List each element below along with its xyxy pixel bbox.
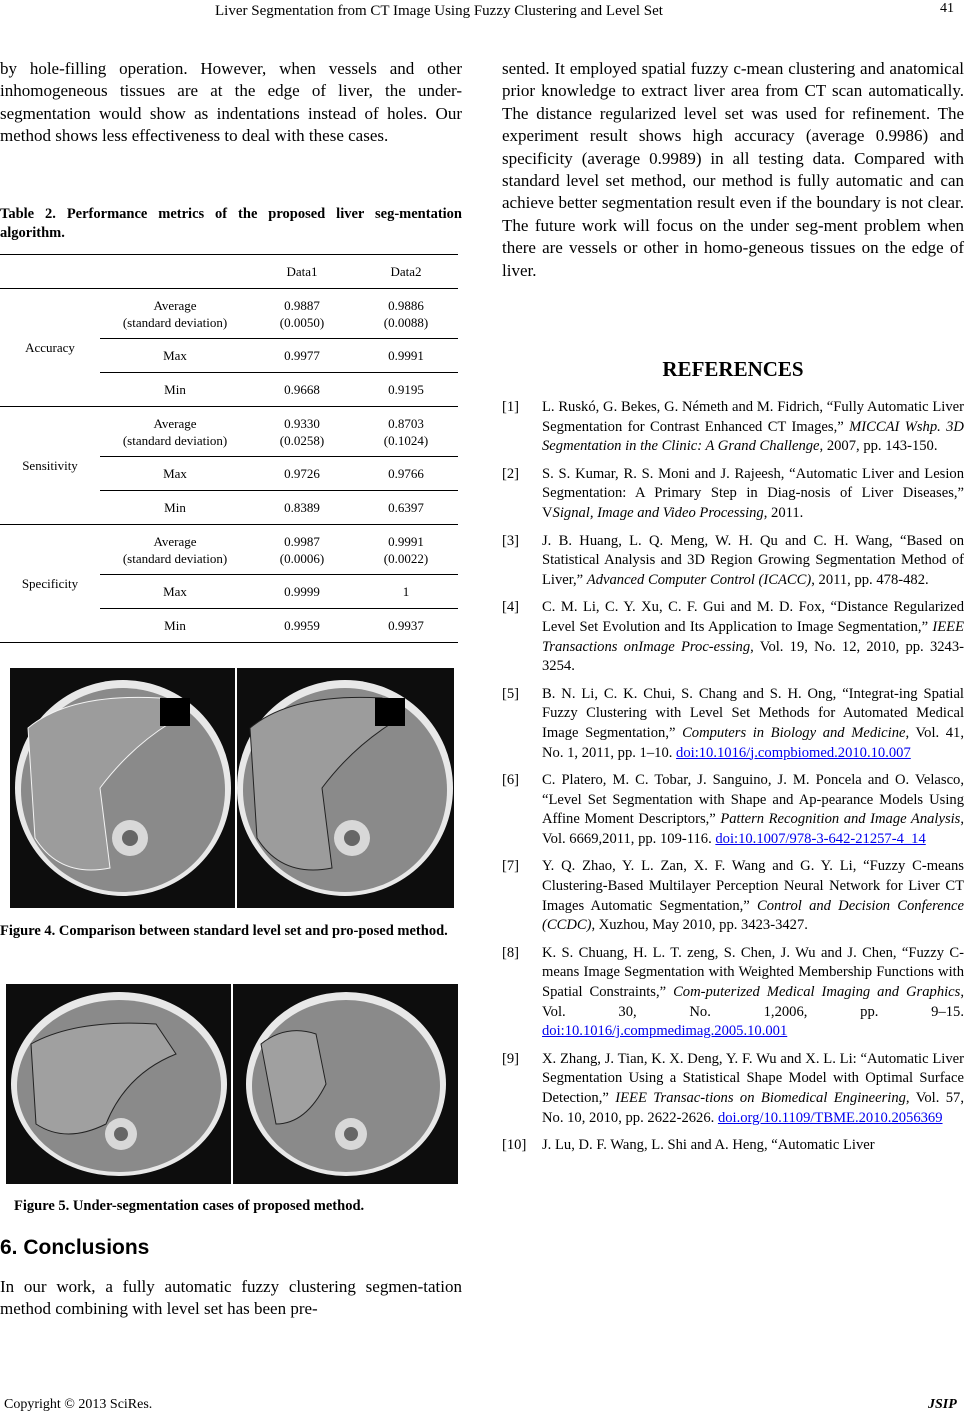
reference-number: [10] [502, 1137, 527, 1154]
reference-text: X. Zhang, J. Tian, K. X. Deng, Y. F. Wu and X. L. Li: “Automatic Liver Segmentation Using a Statistical Shape Model with Optimal Surface Detection,” [542, 1050, 964, 1106]
cell-sub: (0.0258) [279, 432, 325, 448]
cell-value: 1 [354, 575, 458, 609]
figure5-caption: Figure 5. Under-segmentation cases of proposed method. [14, 1198, 365, 1214]
reference-item [502, 598, 964, 676]
reference-venue: IEEE Transactions onImage Proc-essing [542, 618, 964, 655]
intro-paragraph: by hole-filling operation. However, when vessels and other inhomogeneous tissues are at the edge of liver, the under-segmentation would show as indentations instead of holes. Our method shows less effectiveness to deal with these cases. [0, 59, 462, 146]
reference-doi-link[interactable]: doi.org/10.1109/TBME.2010.2056369 [717, 1109, 943, 1126]
reference-item [502, 771, 964, 849]
table-caption: Table 2. Performance metrics of the proposed liver seg-mentation algorithm. [0, 206, 462, 241]
reference-venue: Control and Decision Conference (CCDC) [542, 897, 965, 934]
row-label: Min [100, 373, 250, 407]
running-header [0, 0, 968, 20]
reference-venue: IEEE Transac-tions on Biomedical Engineering, [615, 1090, 910, 1106]
row-label: Min [100, 609, 250, 643]
cell-sub: (0.0006) [279, 550, 325, 566]
row-label: Average [153, 297, 197, 313]
metrics-table-wrap [0, 254, 462, 643]
reference-text: J. Lu, D. F. Wang, L. Shi and A. Heng, “Automatic Liver [542, 1137, 875, 1154]
reference-text: C. M. Li, C. Y. Xu, C. F. Gui and M. D. Fox, “Distance Regularized Level Set Evolution and Its Application to Image Segmentation,” [542, 599, 964, 635]
reference-item [502, 1136, 964, 1156]
journal-name: JSIP [928, 1397, 957, 1412]
figure4-ct-scans [10, 668, 454, 908]
reference-item [502, 465, 964, 524]
reference-number: [5] [502, 685, 520, 702]
reference-text: L. Ruskó, G. Bekes, G. Németh and M. Fidrich, “Fully Automatic Liver Segmentation for Contrast Enhanced CT Images,” [542, 399, 964, 435]
cell-value: 0.9991 [388, 533, 424, 549]
group-label-accuracy: Accuracy [0, 289, 100, 407]
reference-text: J. B. Huang, L. Q. Meng, W. H. Qu and C. H. Wang, “Based on Statistical Analysis and 3D Region Growing Segmentation Method of Liver,” [542, 532, 964, 588]
reference-venue: Com-puterized Medical Imaging and Graphics [673, 984, 961, 1001]
col-header-data2: Data2 [354, 255, 458, 289]
reference-details: , Vol. 30, No. 1,2006, pp. 9–15. [542, 984, 964, 1020]
cell-value: 0.9959 [250, 609, 354, 643]
cell-value: 0.6397 [354, 491, 458, 525]
reference-details: , Xuzhou, May 2010, pp. 3423-3427. [591, 917, 808, 934]
reference-number: [3] [502, 532, 520, 549]
conclusions-paragraph: In our work, a fully automatic fuzzy clustering segmen-tation method combining with level set has been pre- [0, 1277, 462, 1319]
reference-number: [1] [502, 399, 520, 415]
reference-item [502, 1050, 964, 1128]
figure5-ct-scans [6, 984, 458, 1184]
reference-details: , Vol. 6669,2011, pp. 109-116. [542, 811, 965, 847]
reference-details: , 2011. [763, 504, 804, 521]
conclusions-block [0, 1276, 462, 1321]
cell-value: 0.9887 [284, 297, 320, 313]
cell-sub: (0.0050) [279, 314, 325, 330]
cell-value: 0.9726 [250, 457, 354, 491]
cell-value: 0.9766 [354, 457, 458, 491]
right-continuation-paragraph: sented. It employed spatial fuzzy c-mean clustering and anatomical prior knowledge to extract liver area from CT scan automatically. The distance regularized level set was used for refinement. The experiment result shows high accuracy (average 0.9986) and specificity (average 0.9989) in all testing data. Compared with standard level set method, our method is fully automatic and can achieve better segmentation result even if the boundary is not clear. The future work will focus on the under seg-ment problem when there are vessels or other in homo-geneous tissues on the edge of liver. [502, 59, 964, 280]
reference-details: Vol. 41, No. 1, 2011, pp. 1–10. [542, 724, 964, 761]
metrics-table [0, 254, 458, 643]
reference-venue: Computers in Biology and Medicine, [682, 724, 910, 741]
cell-sub: (0.0088) [383, 314, 429, 330]
cell-sub: (0.0022) [383, 550, 429, 566]
reference-text: C. Platero, M. C. Tobar, J. Sanguino, J. M. Poncela and O. Velasco, “Level Set Segmentation with Shape and Ap-pearance Models Using Affine Moment Descriptors,” [542, 772, 964, 828]
reference-details: , 2011, pp. 478-482. [811, 571, 929, 588]
row-sublabel: (standard deviation) [122, 314, 228, 330]
figure5-image [6, 984, 458, 1184]
ct-slice-left [11, 992, 227, 1176]
row-label: Max [100, 339, 250, 373]
row-label: Max [100, 575, 250, 609]
reference-doi-link[interactable]: doi:10.1007/978-3-642-21257-4_14 [715, 830, 926, 847]
reference-venue: Pattern Recognition and Image Analysis [720, 811, 961, 828]
table-row [0, 289, 458, 339]
row-label: Min [100, 491, 250, 525]
reference-item [502, 857, 964, 935]
reference-item [502, 398, 964, 457]
reference-item [502, 532, 964, 591]
references-heading: REFERENCES [662, 357, 804, 381]
ct-slice-right [246, 992, 446, 1176]
table-row [0, 525, 458, 575]
reference-text: Y. Q. Zhao, Y. L. Zan, X. F. Wang and G. Y. Li, “Fuzzy C-means Clustering-Based Multilayer Perception Neural Network for Liver CT Images Automatic Segmentation,” [542, 858, 964, 914]
cell-value: 0.8389 [250, 491, 354, 525]
row-label: Average [153, 533, 197, 549]
row-label: Average [153, 415, 197, 431]
intro-paragraph-block [0, 58, 462, 148]
reference-details: , Vol. 19, No. 12, 2010, pp. 3243-3254. [542, 638, 964, 675]
cell-value: 0.9977 [250, 339, 354, 373]
figure4-caption: Figure 4. Comparison between standard level set and pro-posed method. [0, 923, 448, 939]
right-continuation-block [502, 58, 964, 282]
reference-item [502, 944, 964, 1042]
col-header-data1: Data1 [250, 255, 354, 289]
row-label: Max [100, 457, 250, 491]
reference-venue: MICCAI Wshp. 3D Segmentation in the Clinic: A Grand Challenge [542, 418, 964, 455]
cell-sub: (0.1024) [383, 432, 429, 448]
cell-value: 0.9668 [250, 373, 354, 407]
row-sublabel: (standard deviation) [122, 432, 228, 448]
cell-value: 0.9991 [354, 339, 458, 373]
cell-value: 0.9330 [284, 415, 320, 431]
reference-number: [9] [502, 1050, 520, 1067]
cell-value: 0.9987 [284, 533, 320, 549]
reference-number: [7] [502, 858, 520, 875]
reference-number: [6] [502, 772, 520, 789]
reference-text: B. N. Li, C. K. Chui, S. Chang and S. H. Ong, “Integrat-ing Spatial Fuzzy Clustering with Level Set Methods for Automated Medical Image Segmentation,” [542, 685, 964, 741]
reference-venue: Advanced Computer Control (ICACC) [586, 571, 812, 588]
conclusions-heading: 6. Conclusions [0, 1236, 150, 1259]
running-title: Liver Segmentation from CT Image Using Fuzzy Clustering and Level Set [215, 3, 663, 19]
cell-value: 0.9195 [354, 373, 458, 407]
table-header-row [0, 255, 458, 289]
copyright: Copyright © 2013 SciRes. [4, 1397, 153, 1412]
cell-value: 0.9886 [388, 297, 424, 313]
table-row [0, 407, 458, 457]
cell-value: 0.9937 [354, 609, 458, 643]
ct-slice-right [237, 680, 453, 896]
reference-text: S. S. Kumar, R. S. Moni and J. Rajeesh, “Automatic Liver and Lesion Segmentation: A Primary Step in Diag-nosis of Liver Diseases,” V [542, 465, 964, 521]
references-list [502, 398, 964, 1164]
reference-details: Vol. 57, No. 10, 2010, pp. 2622-2626. [542, 1090, 964, 1126]
reference-details: , 2007, pp. 143-150. [819, 438, 938, 455]
figure4-image [10, 668, 454, 908]
reference-venue: Signal, Image and Video Processing [552, 504, 764, 521]
page-number: 41 [940, 1, 954, 16]
reference-text: K. S. Chuang, H. L. T. zeng, S. Chen, J. Wu and J. Chen, “Fuzzy C-means Image Segmentation with Weighted Membership Functions with Spatial Constraints,” [542, 944, 964, 1001]
reference-number: [4] [502, 599, 520, 616]
reference-doi-link[interactable]: doi:10.1016/j.compmedimag.2005.10.001 [542, 1023, 788, 1040]
group-label-sensitivity: Sensitivity [0, 407, 100, 525]
ct-slice-left [15, 680, 231, 896]
cell-value: 0.8703 [388, 415, 424, 431]
reference-doi-link[interactable]: doi:10.1016/j.compbiomed.2010.10.007 [676, 744, 911, 761]
group-label-specificity: Specificity [0, 525, 100, 643]
reference-number: [8] [502, 944, 520, 961]
reference-item [502, 685, 964, 763]
reference-number: [2] [502, 465, 520, 482]
cell-value: 0.9999 [250, 575, 354, 609]
row-sublabel: (standard deviation) [122, 550, 228, 566]
